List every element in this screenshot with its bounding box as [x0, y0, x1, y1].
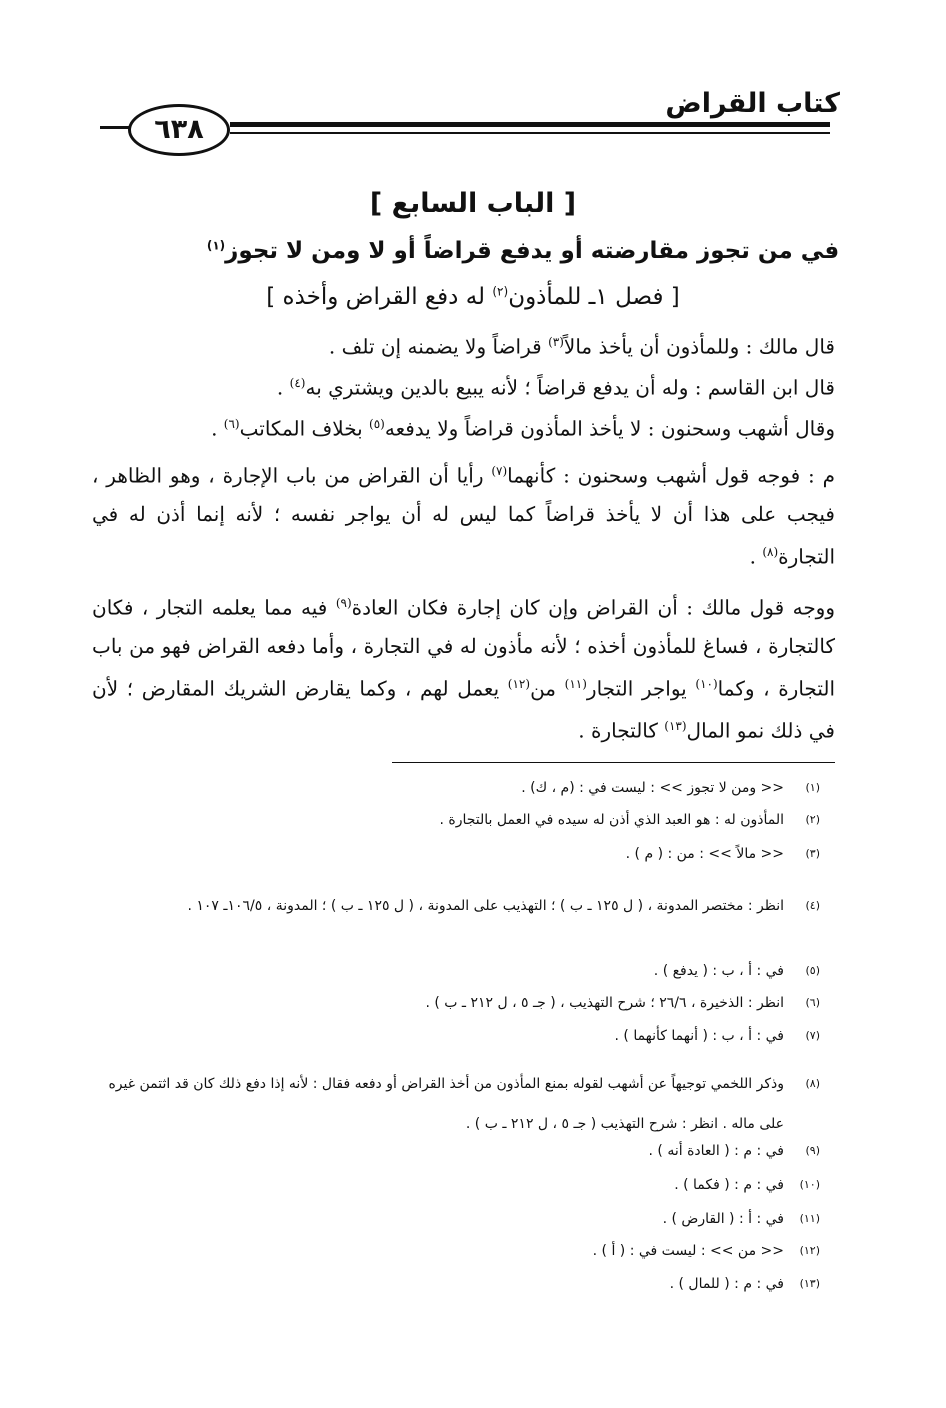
- paragraph: [100, 405, 835, 448]
- footnote-text: انظر : مختصر المدونة ، ( ل ١٢٥ ـ ب ) ؛ التهذيب على المدونة ، ( ل ١٢٥ ـ ب ) ؛ المدونة ، ١٠٦/٥ـ ١٠٧ .: [187, 898, 784, 914]
- footnote-text: << مالاً >> : من : ( م ) .: [625, 846, 784, 862]
- paragraph-text: فيه مما يعلمه التجار ، فكان كالتجارة ، فساغ للمأذون أخذه ؛ لأنه مأذون له في التجارة ، وأما دفعه القراض فهو من باب التجارة ، وكما: [92, 595, 836, 701]
- footnote-number: (١٣): [799, 1277, 820, 1290]
- footnote-text: في : م : ( للمال ) .: [669, 1276, 784, 1292]
- footnote-ref[interactable]: (٦): [223, 417, 240, 431]
- paragraph-text: قال ابن القاسم : وله أن يدفع قراضاً ؛ لأنه يبيع بالدين ويشتري به: [305, 375, 835, 400]
- footnote-ref[interactable]: (٣): [548, 335, 564, 349]
- paragraph: [100, 323, 835, 366]
- section-heading: [60, 284, 886, 310]
- paragraph-text: بخلاف المكاتب: [239, 416, 363, 441]
- header-ornament: [100, 126, 130, 129]
- footnote-number: (٦): [805, 996, 820, 1009]
- footnote: [500, 777, 820, 799]
- footnote: [600, 1140, 820, 1162]
- footnote-text: في : م : ( العادة أنه ) .: [648, 1143, 784, 1159]
- footnote-text: وذكر اللخمي توجيهاً عن أشهب لقوله بمنع المأذون من أخذ القراض أو دفعه فقال : لأنه إذا دفع ذلك كان قد اثتمن غيره على ماله . انظر : شرح التهذيب ( جـ ٥ ، ل ٢١٢ ـ ب ) .: [108, 1076, 784, 1132]
- paragraph-text: وقال أشهب وسحنون : لا يأخذ المأذون قراضاً ولا يدفعه: [384, 416, 835, 441]
- footnote-ref[interactable]: (١٠): [695, 676, 718, 691]
- footnote-ref[interactable]: (٨): [762, 544, 779, 559]
- footnote-number: (٧): [805, 1029, 820, 1042]
- chapter-heading: [ الباب السابع ]: [369, 188, 577, 219]
- footnote-text: في : أ : ( القارض ) .: [662, 1211, 784, 1227]
- paragraph-text: .: [749, 544, 756, 569]
- paragraph-text: من: [530, 676, 556, 701]
- paragraph-text: .: [276, 375, 284, 400]
- footnote: [620, 1273, 820, 1295]
- paragraph: [100, 364, 835, 407]
- footnote-text: في : أ ، ب : ( أنهما كأنهما ) .: [614, 1028, 784, 1044]
- footnote: [600, 843, 820, 865]
- footnote-text: في : أ ، ب : ( يدفع ) .: [653, 963, 784, 979]
- footnote-number: (٣): [805, 847, 820, 860]
- footnote-ref[interactable]: (١٣): [664, 719, 687, 734]
- section-heading-a: [ فصل ١ـ للمأذون: [508, 284, 680, 310]
- header-rule: [230, 122, 830, 127]
- header-rule-thin: [230, 132, 830, 134]
- footnote: [560, 1240, 820, 1262]
- footnote: [92, 1064, 820, 1144]
- footnote-text: << من >> : ليست في : ( أ ) .: [592, 1243, 784, 1259]
- footnote-ref[interactable]: (١): [206, 238, 226, 253]
- footnote: [600, 960, 820, 982]
- footnote-number: (١): [805, 781, 820, 794]
- footnote-number: (٨): [805, 1077, 820, 1090]
- footnote: [560, 1025, 820, 1047]
- paragraph-text: رأيا أن القراض من باب الإجارة ، وهو الظاهر ، فيجب على هذا أن لا يأخذ قراضاً كما ليس له أن يواجر نفسه ؛ لأنه إنما أذن له في التجارة: [92, 463, 835, 569]
- paragraph-text: كالتجارة .: [578, 718, 658, 743]
- paragraph-text: قال مالك : وللمأذون أن يأخذ مالاً: [563, 334, 835, 359]
- paragraph-text: م : فوجه قول أشهب وسحنون : كأنهما: [507, 463, 835, 488]
- section-heading-b: له دفع القراض وأخذه ]: [266, 284, 486, 310]
- footnote-ref[interactable]: (٧): [491, 464, 508, 478]
- footnote-text: انظر : الذخيرة ، ٢٦/٦ ؛ شرح التهذيب ، ( جـ ٥ ، ل ٢١٢ ـ ب ) .: [425, 995, 784, 1011]
- footnote: [390, 809, 820, 831]
- footnote-number: (٤): [805, 899, 820, 912]
- footnote-divider: [392, 762, 835, 763]
- footnote-text: في : م : ( فكما ) .: [674, 1177, 784, 1193]
- footnote-ref[interactable]: (١٢): [507, 676, 531, 691]
- footnote-number: (٢): [805, 813, 820, 826]
- book-title: كتاب القراض: [657, 88, 840, 119]
- footnote-number: (٩): [805, 1144, 820, 1157]
- footnote-ref[interactable]: (١١): [564, 676, 587, 691]
- footnote-number: (١١): [799, 1212, 820, 1225]
- paragraph-text: قراضاً ولا يضمنه إن تلف .: [328, 334, 542, 359]
- footnote: [92, 884, 820, 928]
- footnote-text: << ومن لا تجوز >> : ليست في : (م ، ك) .: [521, 780, 784, 796]
- footnote-number: (١٠): [799, 1178, 820, 1191]
- paragraph-text: ووجه قول مالك : أن القراض وإن كان إجارة فكان العادة: [351, 595, 836, 620]
- paragraph-text: يعمل لهم ، وكما يقارض الشريك المقارض ؛ لأن في ذلك نمو المال: [92, 676, 835, 743]
- footnote-ref[interactable]: (٩): [335, 596, 352, 610]
- footnote: [620, 1174, 820, 1196]
- page-header: [100, 88, 840, 158]
- footnote-ref[interactable]: (٢): [492, 284, 509, 299]
- paragraph: [92, 452, 835, 575]
- paragraph-text: يواجر التجار: [586, 676, 687, 701]
- footnote-number: (١٢): [799, 1244, 820, 1257]
- paragraph-text: .: [211, 416, 218, 441]
- footnote: [320, 992, 820, 1014]
- paragraph: [92, 584, 835, 750]
- footnote-ref[interactable]: (٥): [369, 417, 385, 431]
- page-number: ٦٣٨: [128, 104, 230, 156]
- chapter-subtitle: [60, 238, 886, 264]
- footnote-text: المأذون له : هو العبد الذي أذن له سيده في العمل بالتجارة .: [439, 812, 784, 828]
- footnote-ref[interactable]: (٤): [289, 376, 306, 390]
- chapter-subtitle-text: في من تجوز مقارضته أو يدفع قراضاً أو لا ومن لا تجوز: [225, 238, 840, 264]
- footnote: [620, 1208, 820, 1230]
- footnote-number: (٥): [805, 964, 820, 977]
